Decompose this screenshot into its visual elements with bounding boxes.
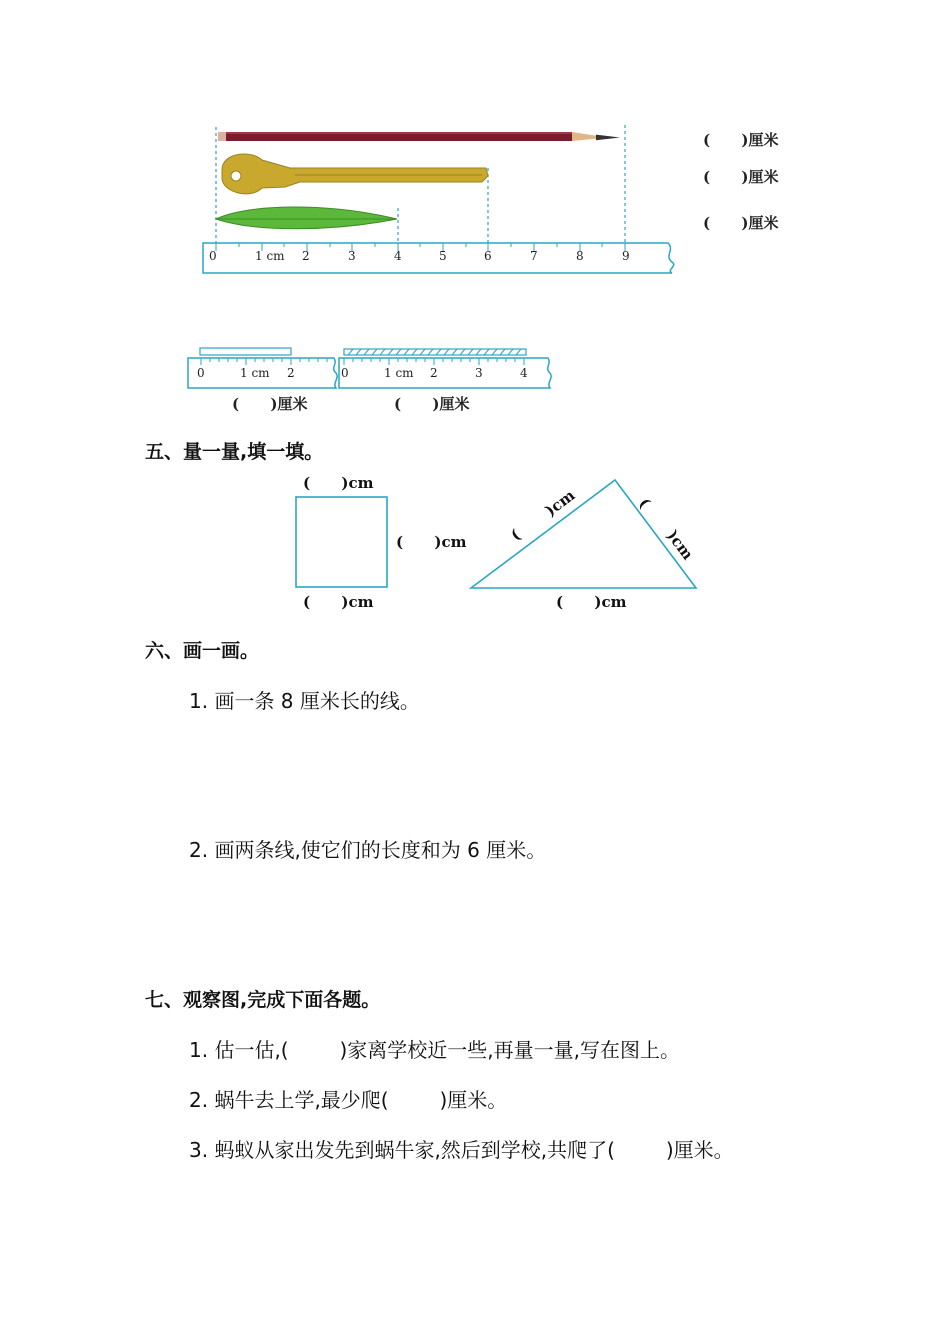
triangle-left-close-label[interactable]: )cm	[541, 486, 579, 520]
section6-question-1: 1. 画一条 8 厘米长的线。	[189, 689, 420, 713]
small-ruler-1-unit-label: 1 cm	[240, 366, 270, 380]
leaf-answer-blank[interactable]: ( )厘米	[703, 214, 779, 232]
small-ruler-1-tick-2: 2	[287, 366, 295, 380]
square-bottom-label[interactable]: ( )cm	[303, 593, 374, 611]
small-ruler-2-tick-3: 3	[475, 366, 483, 380]
small-ruler-2-unit-label: 1 cm	[384, 366, 414, 380]
section7-title: 七、观察图,完成下面各题。	[145, 989, 381, 1011]
main-ruler-tick-9: 9	[622, 249, 630, 263]
small-ruler-1-answer-blank[interactable]: ( )厘米	[232, 395, 308, 413]
key-answer-blank[interactable]: ( )厘米	[703, 168, 779, 186]
section7-question-3: 3. 蚂蚁从家出发先到蜗牛家,然后到学校,共爬了( )厘米。	[189, 1138, 734, 1162]
triangle-right-open-paren[interactable]: (	[635, 494, 654, 512]
small-ruler-2-tick-2: 2	[430, 366, 438, 380]
main-ruler-tick-5: 5	[439, 249, 447, 263]
small-ruler-2-tick-0: 0	[341, 366, 349, 380]
small-ruler-1-tick-0: 0	[197, 366, 205, 380]
main-ruler-tick-8: 8	[576, 249, 584, 263]
small-ruler-2-answer-blank[interactable]: ( )厘米	[394, 395, 470, 413]
main-ruler-tick-0: 0	[209, 249, 217, 263]
square-top-label[interactable]: ( )cm	[303, 474, 374, 492]
triangle-left-open-paren[interactable]: (	[507, 525, 524, 545]
section5-figure	[0, 0, 950, 620]
triangle-shape	[471, 480, 696, 588]
triangle-bottom-label[interactable]: ( )cm	[556, 593, 627, 611]
main-ruler-tick-6: 6	[484, 249, 492, 263]
main-ruler-tick-4: 4	[394, 249, 402, 263]
main-ruler-tick-2: 2	[302, 249, 310, 263]
section5-title: 五、量一量,填一填。	[145, 441, 324, 463]
main-ruler-tick-7: 7	[530, 249, 538, 263]
main-ruler-tick-3: 3	[348, 249, 356, 263]
square-shape	[296, 497, 387, 587]
section7-question-1: 1. 估一估,( )家离学校近一些,再量一量,写在图上。	[189, 1038, 680, 1062]
section6-question-2: 2. 画两条线,使它们的长度和为 6 厘米。	[189, 838, 547, 862]
pencil-answer-blank[interactable]: ( )厘米	[703, 131, 779, 149]
section7-question-2: 2. 蜗牛去上学,最少爬( )厘米。	[189, 1088, 508, 1112]
main-ruler-unit-label: 1 cm	[255, 249, 285, 263]
small-ruler-2-tick-4: 4	[520, 366, 528, 380]
section6-title: 六、画一画。	[145, 640, 260, 662]
square-right-label[interactable]: ( )cm	[396, 533, 467, 551]
triangle-right-close-label[interactable]: )cm	[663, 526, 697, 564]
